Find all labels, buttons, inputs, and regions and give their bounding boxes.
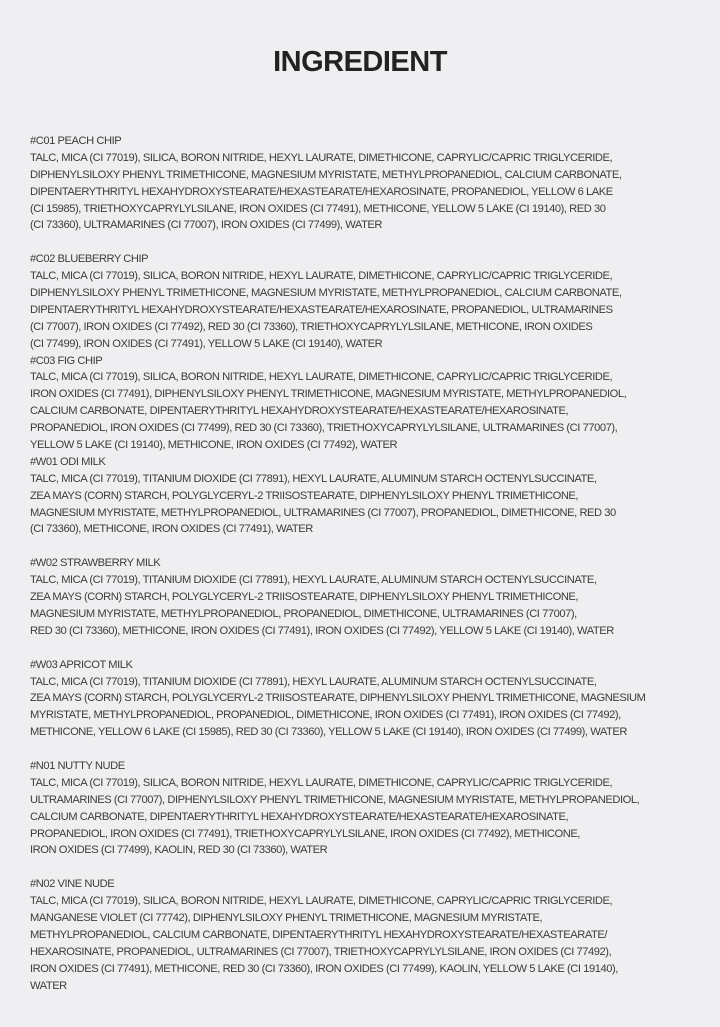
ingredient-section	[30, 657, 720, 741]
ingredient-text-line: ZEA MAYS (CORN) STARCH, POLYGLYCERYL-2 TRIISOSTEARATE, DIPHENYLSILOXY PHENYL TRIMETHICONE, MAGNESIUM	[30, 692, 646, 705]
section-spacer	[30, 741, 720, 758]
ingredient-text-line: #N02 VINE NUDE	[30, 878, 115, 891]
ingredient-text-line: PROPANEDIOL, IRON OXIDES (CI 77491), TRIETHOXYCAPRYLYLSILANE, IRON OXIDES (CI 77492), METHICONE,	[30, 827, 580, 840]
ingredient-text-line: (CI 15985), TRIETHOXYCAPRYLYLSILANE, IRON OXIDES (CI 77491), METHICONE, YELLOW 5 LAKE (CI 19140), RED 30	[30, 202, 606, 215]
ingredient-text-line: CALCIUM CARBONATE, DIPENTAERYTHRITYL HEXAHYDROXYSTEARATE/HEXASTEARATE/HEXAROSINATE,	[30, 405, 569, 418]
ingredient-text-line: #C01 PEACH CHIP	[30, 135, 122, 147]
ingredient-text-line: (CI 73360), METHICONE, IRON OXIDES (CI 77491), WATER	[30, 523, 313, 536]
ingredient-text-line: PROPANEDIOL, IRON OXIDES (CI 77499), RED 30 (CI 73360), TRIETHOXYCAPRYLYLSILANE, ULTRAMARINES (CI 77007),	[30, 422, 618, 435]
page-title: INGREDIENT	[273, 46, 447, 78]
ingredient-text-line: ZEA MAYS (CORN) STARCH, POLYGLYCERYL-2 TRIISOSTEARATE, DIPHENYLSILOXY PHENYL TRIMETHICONE,	[30, 489, 579, 502]
ingredient-text-line: TALC, MICA (CI 77019), SILICA, BORON NITRIDE, HEXYL LAURATE, DIMETHICONE, CAPRYLIC/CAPRIC TRIGLYCERIDE,	[30, 270, 613, 283]
ingredient-text-line: MAGNESIUM MYRISTATE, METHYLPROPANEDIOL, ULTRAMARINES (CI 77007), PROPANEDIOL, DIMETHICONE, RED 30	[30, 506, 616, 519]
ingredient-text-line: #W02 STRAWBERRY MILK	[30, 557, 161, 570]
ingredient-text-line: MYRISTATE, METHYLPROPANEDIOL, PROPANEDIOL, DIMETHICONE, IRON OXIDES (CI 77491), IRON OXIDES (CI 77492),	[30, 709, 621, 722]
ingredient-section	[30, 758, 720, 859]
ingredient-text-line: #W03 APRICOT MILK	[30, 658, 133, 671]
ingredient-text-line: MANGANESE VIOLET (CI 77742), DIPHENYLSILOXY PHENYL TRIMETHICONE, MAGNESIUM MYRISTATE,	[30, 911, 543, 924]
ingredient-text-line: TALC, MICA (CI 77019), SILICA, BORON NITRIDE, HEXYL LAURATE, DIMETHICONE, CAPRYLIC/CAPRIC TRIGLYCERIDE,	[30, 776, 613, 789]
ingredient-text-line: #C03 FIG CHIP	[30, 354, 103, 367]
ingredient-text-line: TALC, MICA (CI 77019), TITANIUM DIOXIDE (CI 77891), HEXYL LAURATE, ALUMINUM STARCH OCTENYLSUCCINATE,	[30, 472, 597, 485]
ingredient-text-line: TALC, MICA (CI 77019), SILICA, BORON NITRIDE, HEXYL LAURATE, DIMETHICONE, CAPRYLIC/CAPRIC TRIGLYCERIDE,	[30, 151, 613, 164]
ingredient-text-line: TALC, MICA (CI 77019), SILICA, BORON NITRIDE, HEXYL LAURATE, DIMETHICONE, CAPRYLIC/CAPRIC TRIGLYCERIDE,	[30, 371, 613, 384]
section-spacer	[30, 538, 720, 555]
ingredient-text-line: METHICONE, YELLOW 6 LAKE (CI 15985), RED 30 (CI 73360), YELLOW 5 LAKE (CI 19140), IRON OXIDES (CI 77499), WATER	[30, 726, 628, 739]
ingredient-text-line: (CI 77499), IRON OXIDES (CI 77491), YELLOW 5 LAKE (CI 19140), WATER	[30, 337, 383, 350]
ingredient-text-line: DIPHENYLSILOXY PHENYL TRIMETHICONE, MAGNESIUM MYRISTATE, METHYLPROPANEDIOL, CALCIUM CARBONATE,	[30, 287, 622, 300]
ingredient-text-line: TALC, MICA (CI 77019), SILICA, BORON NITRIDE, HEXYL LAURATE, DIMETHICONE, CAPRYLIC/CAPRIC TRIGLYCERIDE,	[30, 895, 613, 908]
ingredient-text-line: MAGNESIUM MYRISTATE, METHYLPROPANEDIOL, PROPANEDIOL, DIMETHICONE, ULTRAMARINES (CI 77007),	[30, 607, 577, 620]
section-spacer	[30, 234, 720, 251]
ingredient-text-line: TALC, MICA (CI 77019), TITANIUM DIOXIDE (CI 77891), HEXYL LAURATE, ALUMINUM STARCH OCTENYLSUCCINATE,	[30, 675, 597, 688]
section-spacer	[30, 640, 720, 657]
ingredient-text-line: #C02 BLUEBERRY CHIP	[30, 253, 149, 266]
ingredient-section	[30, 555, 720, 639]
ingredient-text-line: METHYLPROPANEDIOL, CALCIUM CARBONATE, DIPENTAERYTHRITYL HEXAHYDROXYSTEARATE/HEXASTEARATE/	[30, 928, 608, 941]
ingredient-text-line: IRON OXIDES (CI 77491), DIPHENYLSILOXY PHENYL TRIMETHICONE, MAGNESIUM MYRISTATE, METHYLPROPANEDIOL,	[30, 388, 627, 401]
ingredient-text-line: DIPENTAERYTHRITYL HEXAHYDROXYSTEARATE/HEXASTEARATE/HEXAROSINATE, PROPANEDIOL, ULTRAMARINES	[30, 303, 613, 316]
ingredient-text-line: DIPENTAERYTHRITYL HEXAHYDROXYSTEARATE/HEXASTEARATE/HEXAROSINATE, PROPANEDIOL, YELLOW 6 LAKE	[30, 185, 613, 198]
ingredient-text-line: CALCIUM CARBONATE, DIPENTAERYTHRITYL HEXAHYDROXYSTEARATE/HEXASTEARATE/HEXAROSINATE,	[30, 810, 569, 823]
ingredient-text-line: IRON OXIDES (CI 77499), KAOLIN, RED 30 (CI 73360), WATER	[30, 844, 328, 857]
ingredient-section	[30, 251, 720, 538]
ingredient-text-line: (CI 73360), ULTRAMARINES (CI 77007), IRON OXIDES (CI 77499), WATER	[30, 219, 383, 232]
ingredient-list	[30, 133, 720, 994]
ingredient-text-line: (CI 77007), IRON OXIDES (CI 77492), RED 30 (CI 73360), TRIETHOXYCAPRYLYLSILANE, METHICONE, IRON OXIDES	[30, 320, 593, 333]
ingredient-text-line: #W01 ODI MILK	[30, 455, 106, 468]
ingredient-text-line: RED 30 (CI 73360), METHICONE, IRON OXIDES (CI 77491), IRON OXIDES (CI 77492), YELLOW 5 LAKE (CI 19140), WATER	[30, 624, 614, 637]
ingredient-text-line: DIPHENYLSILOXY PHENYL TRIMETHICONE, MAGNESIUM MYRISTATE, METHYLPROPANEDIOL, CALCIUM CARBONATE,	[30, 168, 622, 181]
ingredient-text-line: ZEA MAYS (CORN) STARCH, POLYGLYCERYL-2 TRIISOSTEARATE, DIPHENYLSILOXY PHENYL TRIMETHICONE,	[30, 591, 579, 604]
ingredient-text-line: ULTRAMARINES (CI 77007), DIPHENYLSILOXY PHENYL TRIMETHICONE, MAGNESIUM MYRISTATE, METHYLPROPANEDIOL,	[30, 793, 640, 806]
section-spacer	[30, 859, 720, 876]
ingredient-text-line: WATER	[30, 979, 67, 992]
ingredient-section	[30, 133, 720, 234]
ingredient-text-line: YELLOW 5 LAKE (CI 19140), METHICONE, IRON OXIDES (CI 77492), WATER	[30, 439, 398, 452]
ingredient-section	[30, 876, 720, 994]
ingredient-text-line: #N01 NUTTY NUDE	[30, 759, 125, 772]
ingredient-text-line: IRON OXIDES (CI 77491), METHICONE, RED 30 (CI 73360), IRON OXIDES (CI 77499), KAOLIN, YELLOW 5 LAKE (CI 19140),	[30, 962, 618, 975]
ingredient-text-line: HEXAROSINATE, PROPANEDIOL, ULTRAMARINES (CI 77007), TRIETHOXYCAPRYLYLSILANE, IRON OXIDES (CI 77492),	[30, 945, 612, 958]
ingredient-text-line: TALC, MICA (CI 77019), TITANIUM DIOXIDE (CI 77891), HEXYL LAURATE, ALUMINUM STARCH OCTENYLSUCCINATE,	[30, 574, 597, 587]
